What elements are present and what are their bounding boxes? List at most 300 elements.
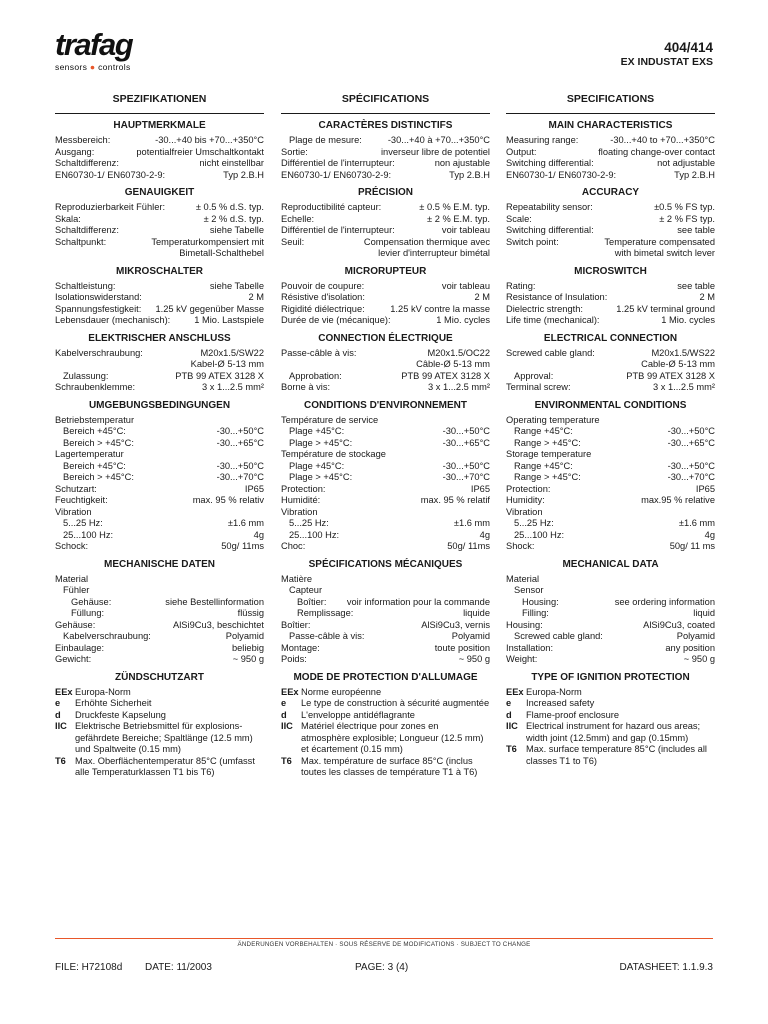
section-title: GENAUIGKEIT [124, 187, 195, 198]
spec-label: Rigidité diélectrique: [281, 303, 365, 314]
spec-value: 50g/ 11ms [221, 541, 264, 551]
spec-row [506, 484, 715, 496]
spec-value: 50g/ 11ms [447, 541, 490, 551]
heading-rule [281, 113, 490, 114]
page-number: PAGE: 3 (4) [355, 962, 409, 973]
spec-label: Material [506, 573, 540, 584]
spec-row [281, 574, 490, 586]
protection-row [55, 698, 264, 710]
spec-value: M20x1.5/SW22 [200, 347, 264, 358]
spec-value: -30...+40 bis +70...+350°C [155, 135, 264, 145]
spec-value: -30...+70°C [667, 472, 715, 482]
spec-value: 4g [253, 529, 264, 540]
spec-label: Approval: [514, 370, 554, 381]
heading-rule [506, 113, 715, 114]
protection-code: IIC [506, 721, 518, 731]
spec-row [55, 597, 264, 609]
footer-rule [55, 938, 713, 939]
spec-row [506, 620, 715, 632]
protection-row [55, 756, 264, 779]
spec-value: not adjustable [657, 158, 715, 168]
spec-value: potentialfreier Umschaltkontakt [136, 146, 264, 157]
spec-value: -30...+70°C [442, 472, 490, 482]
spec-value: PTB 99 ATEX 3128 X [175, 370, 264, 381]
spec-value: -30...+50°C [667, 426, 715, 436]
spec-label: 25...100 Hz: [514, 529, 565, 540]
spec-row [506, 426, 715, 438]
spec-label: Poids: [281, 654, 307, 664]
spec-row [55, 461, 264, 473]
spec-value: -30...+50°C [216, 426, 264, 436]
spec-label: Life time (mechanical): [506, 315, 600, 325]
spec-row [506, 292, 715, 304]
spec-value: -30...+40 à +70...+350°C [387, 135, 490, 145]
spec-label: Durée de vie (mécanique): [281, 315, 391, 325]
spec-label: Screwed cable gland: [514, 631, 603, 641]
spec-row [506, 237, 715, 249]
protection-row [506, 710, 715, 722]
spec-label: Filling: [522, 608, 549, 618]
spec-label: Screwed cable gland: [506, 347, 595, 358]
protection-row [55, 710, 264, 722]
spec-label: Remplissage: [297, 608, 354, 618]
spec-label: Passe-câble à vis: [289, 631, 365, 641]
protection-text: Matériel électrique pour zones en atmosphère explosible; Longueur (12.5 mm) et écartement (0.15 mm) [301, 721, 484, 754]
spec-label: Measuring range: [506, 135, 579, 145]
protection-text: Max. Oberflächentemperatur 85°C (umfasst alle Temperaturklassen T1 bis T6) [75, 755, 255, 777]
section-title: MAIN CHARACTERISTICS [548, 120, 673, 131]
spec-row [55, 574, 264, 586]
section-title: MICRORUPTEUR [344, 265, 427, 277]
spec-label: EN60730-1/ EN60730-2-9: [506, 169, 617, 180]
spec-value: 3 x 1...2.5 mm² [653, 382, 715, 392]
spec-value: ~ 950 g [232, 654, 264, 664]
spec-value: beliebig [231, 642, 264, 653]
spec-value: -30...+50°C [216, 460, 264, 471]
spec-value: 1 Mio. Lastspiele [194, 315, 264, 325]
spec-label: Range +45°C: [514, 426, 573, 436]
spec-row [506, 495, 715, 507]
spec-value: voir tableau [441, 225, 490, 235]
spec-value: Polyamid [225, 631, 264, 641]
spec-row [55, 631, 264, 643]
spec-label: Ausgang: [55, 146, 95, 157]
spec-row [506, 158, 715, 170]
section-title: HAUPTMERKMALE [113, 120, 206, 131]
protection-text: Druckfeste Kapselung [75, 709, 166, 720]
spec-value: -30...+50°C [442, 426, 490, 436]
spec-row [506, 597, 715, 609]
spec-label: Switching differential: [506, 158, 594, 168]
spec-label: Range > +45°C: [514, 472, 581, 482]
spec-label: Sortie: [281, 146, 308, 157]
spec-value: see table [677, 225, 715, 235]
spec-row [281, 202, 490, 214]
title-block [621, 40, 713, 69]
spec-value: Polyamid [676, 631, 715, 641]
spec-row [281, 292, 490, 304]
spec-label: Bereich +45°C: [63, 460, 126, 471]
protection-row [506, 721, 715, 744]
spec-label: Passe-câble à vis: [281, 347, 357, 358]
protection-row [281, 756, 490, 779]
spec-label: Choc: [281, 541, 306, 551]
spec-label: 5...25 Hz: [63, 518, 103, 528]
protection-code: IIC [281, 721, 293, 731]
section-title: CONNECTION ÉLECTRIQUE [318, 332, 453, 344]
spec-value: liquide [463, 608, 490, 618]
spec-value: ± 2 % d.S. typ. [203, 213, 264, 224]
spec-row [281, 438, 490, 450]
spec-row [506, 631, 715, 643]
spec-label: Schaltdifferenz: [55, 225, 119, 235]
section-title: PRÉCISION [357, 187, 413, 198]
spec-value: flüssig [237, 608, 264, 618]
spec-value: -30...+70°C [216, 472, 264, 482]
spec-value: siehe Tabelle [209, 280, 264, 291]
spec-label: Storage temperature [506, 449, 592, 459]
spec-label: Output: [506, 146, 537, 157]
spec-row [281, 507, 490, 519]
spec-row [506, 315, 715, 327]
spec-label: Différentiel de l'interrupteur: [281, 158, 395, 168]
spec-row [281, 472, 490, 484]
protection-text: Electrical instrument for hazard ous areas; width joint (12.5mm) and gap (0.15mm) [526, 721, 701, 743]
spec-value: 2 M [248, 292, 264, 302]
spec-label: Boîtier: [297, 596, 327, 607]
spec-label: Terminal screw: [506, 382, 571, 392]
protection-code: d [506, 709, 512, 720]
spec-row [506, 170, 715, 182]
spec-row [281, 597, 490, 609]
spec-label: Différentiel de l'interrupteur: [281, 225, 395, 235]
spec-label: Echelle: [281, 213, 315, 224]
spec-value: ± 0.5 % E.M. typ. [419, 202, 490, 212]
spec-row [506, 518, 715, 530]
spec-row [281, 518, 490, 530]
spec-value: Cable-Ø 5-13 mm [641, 359, 715, 369]
spec-row [55, 643, 264, 655]
protection-row [506, 698, 715, 710]
section-title: CARACTÈRES DISTINCTIFS [318, 120, 453, 131]
spec-label: Schock: [55, 541, 89, 551]
spec-label: Gewicht: [55, 654, 92, 664]
spec-row [281, 371, 490, 383]
change-notice: ÄNDERUNGEN VORBEHALTEN · SOUS RÉSERVE DE MODIFICATIONS · SUBJECT TO CHANGE [237, 941, 531, 948]
spec-value: Typ 2.B.H [449, 169, 490, 180]
section-title: ELEKTRISCHER ANSCHLUSS [88, 332, 231, 344]
spec-label: Borne à vis: [281, 382, 331, 392]
heading-rule [55, 113, 264, 114]
spec-label: Repeatability sensor: [506, 202, 593, 212]
spec-row [281, 415, 490, 427]
spec-value: floating change-over contact [598, 146, 715, 157]
column-english [506, 92, 715, 767]
spec-label: Messbereich: [55, 135, 111, 145]
spec-value: ±1.6 mm [678, 518, 715, 528]
spec-value: AlSi9Cu3, coated [643, 619, 715, 630]
spec-row [506, 214, 715, 226]
spec-label: 25...100 Hz: [63, 529, 114, 540]
spec-label: Gehäuse: [55, 619, 96, 630]
spec-row [506, 359, 715, 371]
spec-row [55, 608, 264, 620]
spec-row [506, 248, 715, 260]
spec-label: Plage +45°C: [289, 426, 345, 436]
spec-row [55, 530, 264, 542]
spec-label: Vibration [281, 506, 318, 517]
spec-label: Température de service [281, 414, 379, 425]
spec-label: Rating: [506, 280, 536, 291]
spec-value: AlSi9Cu3, vernis [421, 619, 490, 630]
protection-row [506, 687, 715, 699]
spec-value: M20x1.5/OC22 [427, 347, 490, 358]
spec-value: PTB 99 ATEX 3128 X [401, 370, 490, 381]
spec-row [55, 214, 264, 226]
spec-label: Humidité: [281, 495, 321, 505]
spec-row [55, 202, 264, 214]
spec-value: -30...+50°C [667, 460, 715, 471]
spec-label: Scale: [506, 213, 532, 224]
spec-label: Bereich +45°C: [63, 426, 126, 436]
spec-value: max. 95 % relatif [420, 495, 490, 505]
page-header [0, 0, 768, 90]
spec-label: Capteur [289, 585, 323, 595]
section-title: TYPE OF IGNITION PROTECTION [531, 671, 690, 683]
spec-value: Temperature compensated [604, 236, 715, 247]
spec-label: Switch point: [506, 236, 559, 247]
spec-row [55, 654, 264, 666]
spec-value: Temperaturkompensiert mit [151, 236, 264, 247]
spec-row [55, 170, 264, 182]
spec-value: ±1.6 mm [227, 518, 264, 528]
section-title: MODE DE PROTECTION D'ALLUMAGE [293, 671, 478, 683]
spec-row [55, 426, 264, 438]
spec-row [55, 304, 264, 316]
spec-row [281, 620, 490, 632]
spec-value: -30...+65°C [667, 437, 715, 448]
protection-text: Erhöhte Sicherheit [75, 698, 152, 708]
spec-row [55, 415, 264, 427]
spec-label: Lagertemperatur [55, 449, 124, 459]
spec-value: 2 M [474, 292, 490, 302]
spec-label: Sensor [514, 585, 544, 595]
spec-row [506, 472, 715, 484]
spec-label: Schaltpunkt: [55, 236, 107, 247]
spec-row [55, 147, 264, 159]
spec-label: Pouvoir de coupure: [281, 280, 365, 291]
spec-label: Montage: [281, 642, 320, 653]
spec-value: Bimetall-Schalthebel [179, 248, 264, 258]
spec-row [55, 281, 264, 293]
spec-label: Température de stockage [281, 449, 386, 459]
spec-row [281, 608, 490, 620]
logo-tag-sensors: sensors [55, 62, 88, 72]
spec-value: inverseur libre de potentiel [380, 146, 490, 157]
spec-row [281, 248, 490, 260]
protection-text: Europa-Norm [75, 686, 131, 697]
section-title: MECHANICAL DATA [562, 558, 659, 570]
spec-value: ± 0.5 % d.S. typ. [195, 202, 264, 212]
spec-value: Compensation thermique avec [363, 236, 490, 247]
protection-text: Max. surface temperature 85°C (includes all classes T1 to T6) [526, 744, 707, 766]
spec-label: Housing: [506, 619, 543, 630]
spec-value: 1.25 kV contre la masse [390, 303, 490, 314]
spec-row [281, 359, 490, 371]
spec-label: Betriebstemperatur [55, 414, 135, 425]
spec-row [281, 631, 490, 643]
spec-label: EN60730-1/ EN60730-2-9: [55, 169, 166, 180]
spec-row [281, 461, 490, 473]
spec-value: ~ 950 g [458, 654, 490, 664]
spec-row [55, 507, 264, 519]
protection-code: IIC [55, 721, 67, 731]
protection-code: d [281, 709, 287, 720]
spec-value: Typ 2.B.H [223, 169, 264, 180]
spec-row [506, 202, 715, 214]
spec-row [506, 541, 715, 553]
spec-label: Zulassung: [63, 370, 109, 381]
spec-row [55, 248, 264, 260]
protection-code: EEx [281, 686, 299, 697]
spec-label: Bereich > +45°C: [63, 437, 134, 448]
spec-label: Protection: [506, 483, 551, 494]
spec-row [281, 225, 490, 237]
spec-value: 4g [704, 529, 715, 540]
section-title: ELECTRICAL CONNECTION [543, 332, 678, 344]
file-id: FILE: H72108d [55, 962, 123, 973]
language-heading: SPÉCIFICATIONS [341, 93, 430, 105]
spec-value: 2 M [699, 292, 715, 302]
language-heading: SPECIFICATIONS [566, 93, 655, 105]
spec-row [55, 237, 264, 249]
protection-row [281, 710, 490, 722]
spec-label: Humidity: [506, 495, 545, 505]
spec-label: Füllung: [71, 608, 105, 618]
spec-value: Polyamid [451, 631, 490, 641]
spec-row [281, 237, 490, 249]
spec-row [55, 292, 264, 304]
spec-label: Plage > +45°C: [289, 472, 353, 482]
protection-row [281, 721, 490, 756]
spec-label: Material [55, 573, 89, 584]
protection-code: e [506, 698, 512, 708]
spec-label: Operating temperature [506, 414, 600, 425]
spec-label: Installation: [506, 642, 554, 653]
spec-value: voir information pour la commande [346, 596, 490, 607]
spec-row [281, 158, 490, 170]
spec-value: any position [665, 642, 715, 653]
spec-label: Seuil: [281, 236, 305, 247]
spec-label: Lebensdauer (mechanisch): [55, 315, 171, 325]
spec-value: -30...+65°C [442, 437, 490, 448]
spec-value: siehe Tabelle [209, 225, 264, 235]
spec-row [55, 518, 264, 530]
spec-row [55, 371, 264, 383]
spec-label: Vibration [506, 506, 543, 517]
spec-row [506, 438, 715, 450]
spec-label: Feuchtigkeit: [55, 495, 108, 505]
protection-code: d [55, 709, 61, 720]
spec-value: see ordering information [614, 596, 715, 607]
spec-row [281, 281, 490, 293]
protection-code: EEx [506, 686, 524, 697]
spec-row [281, 348, 490, 360]
spec-label: Switching differential: [506, 225, 594, 235]
spec-value: Typ 2.B.H [674, 169, 715, 180]
spec-row [55, 449, 264, 461]
protection-code: EEx [55, 686, 73, 697]
spec-row [281, 530, 490, 542]
spec-row [281, 147, 490, 159]
logo-tag-controls: controls [98, 62, 131, 72]
section-title: MECHANISCHE DATEN [104, 558, 215, 570]
spec-label: Plage +45°C: [289, 460, 345, 471]
protection-text: Le type de construction à sécurité augmentée [301, 698, 490, 708]
spec-label: Shock: [506, 541, 535, 551]
protection-text: Norme européenne [301, 686, 382, 697]
column-german [55, 92, 264, 779]
spec-label: 5...25 Hz: [289, 518, 329, 528]
spec-label: Housing: [522, 596, 559, 607]
spec-row [281, 382, 490, 394]
logo-dot-icon: ● [87, 62, 99, 72]
spec-label: Schutzart: [55, 483, 97, 494]
spec-value: non ajustable [434, 158, 490, 168]
spec-row [55, 495, 264, 507]
spec-row [281, 449, 490, 461]
spec-row [506, 608, 715, 620]
spec-row [506, 585, 715, 597]
spec-row [281, 484, 490, 496]
spec-label: Vibration [55, 506, 92, 517]
spec-row [281, 541, 490, 553]
spec-label: Kabelverschraubung: [63, 631, 151, 641]
protection-code: T6 [55, 755, 66, 766]
spec-label: Résistive d'isolation: [281, 292, 365, 302]
spec-value: PTB 99 ATEX 3128 X [626, 370, 715, 381]
spec-row [506, 449, 715, 461]
section-title: SPÉCIFICATIONS MÉCANIQUES [308, 558, 463, 570]
spec-row [281, 315, 490, 327]
spec-value: voir tableau [441, 280, 490, 291]
section-title: MIKROSCHALTER [115, 265, 204, 277]
spec-row [281, 426, 490, 438]
spec-label: Range +45°C: [514, 460, 573, 471]
spec-value: with bimetal switch lever [614, 248, 715, 258]
doc-date: DATE: 11/2003 [145, 962, 212, 973]
spec-value: 3 x 1...2.5 mm² [428, 382, 490, 392]
spec-value: Câble-Ø 5-13 mm [416, 359, 490, 369]
protection-row [281, 698, 490, 710]
spec-label: Schaltleistung: [55, 280, 116, 291]
spec-value: 1 Mio. cycles [661, 315, 715, 325]
spec-label: Boîtier: [281, 619, 311, 630]
protection-text: Elektrische Betriebsmittel für explosions-gefährdete Bereiche; Spaltlänge (12.5 mm) und Spaltweite (0.15 mm) [75, 721, 253, 754]
spec-label: 25...100 Hz: [289, 529, 340, 540]
spec-value: ±0.5 % FS typ. [654, 202, 715, 212]
spec-value: IP65 [244, 483, 264, 494]
spec-row [506, 382, 715, 394]
model-number: 404/414 [664, 40, 713, 55]
spec-value: ±1.6 mm [453, 518, 490, 528]
spec-value: liquid [693, 608, 715, 618]
protection-code: T6 [281, 755, 292, 766]
spec-row [506, 643, 715, 655]
spec-row [281, 643, 490, 655]
spec-value: -30...+50°C [442, 460, 490, 471]
spec-row [506, 530, 715, 542]
